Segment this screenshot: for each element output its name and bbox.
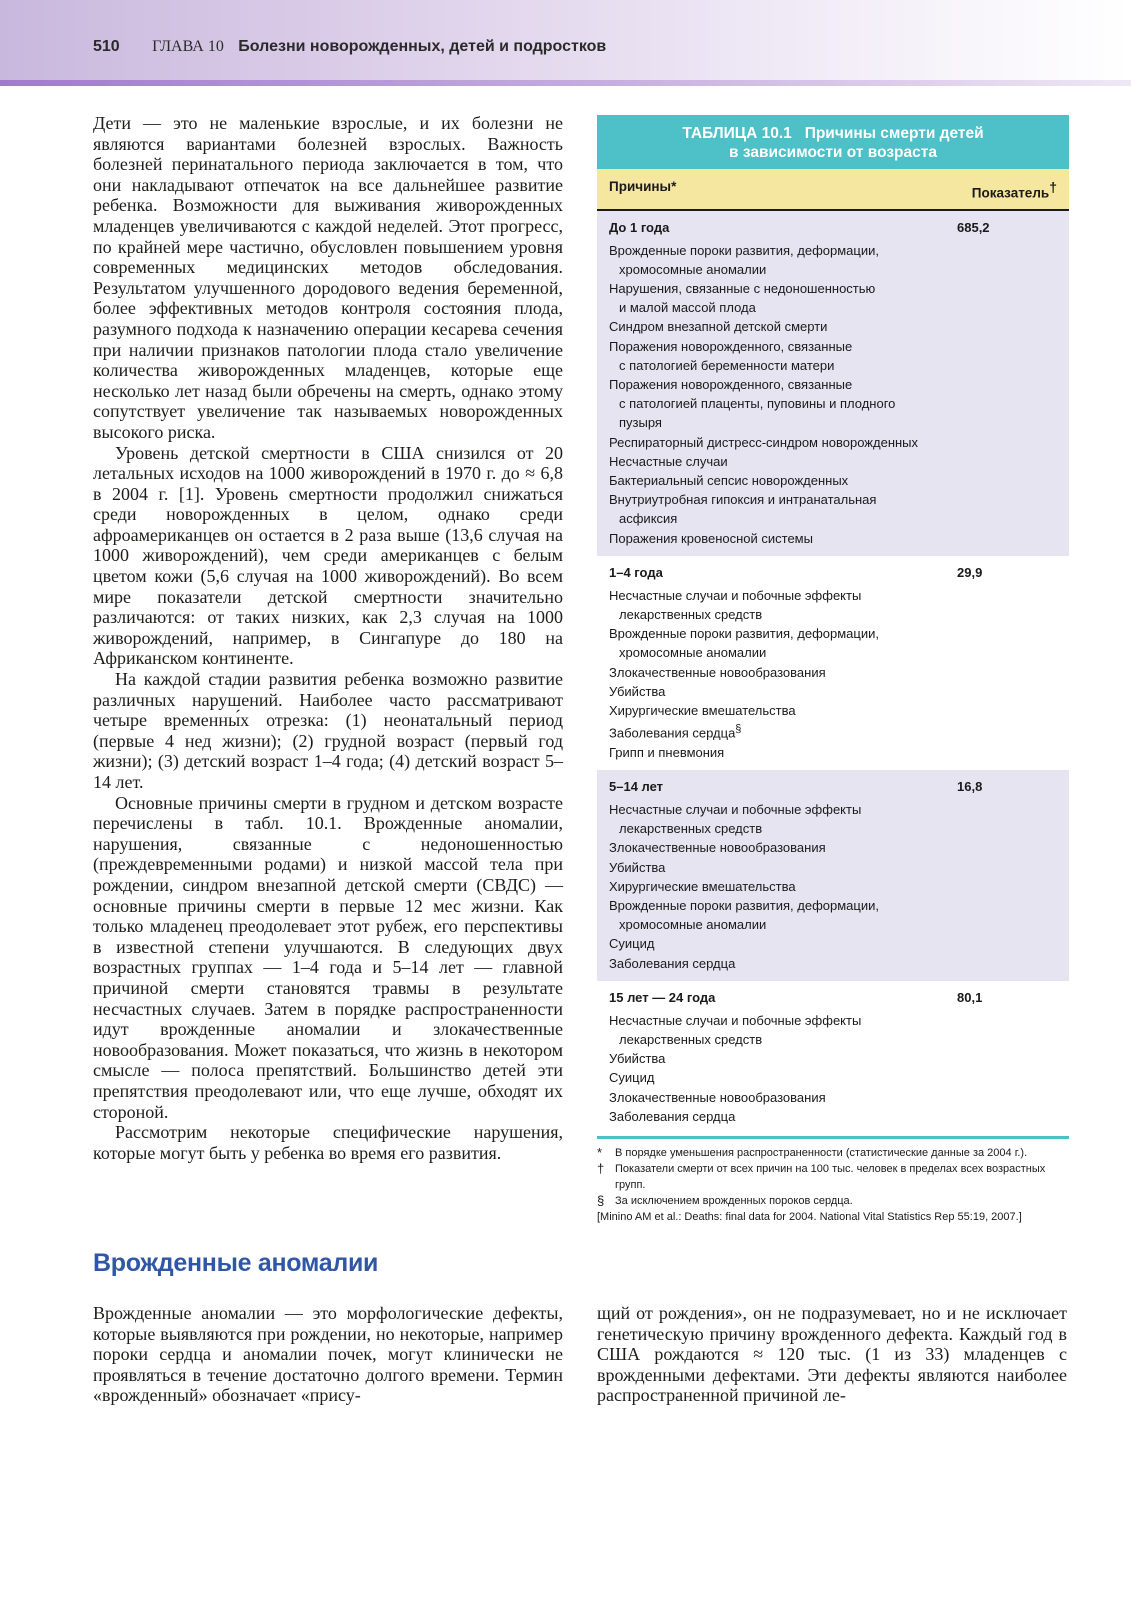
cause-line: Поражения новорожденного, связанные [609,376,853,392]
column-header-causes: Причины* [609,179,677,194]
left-column-text [93,113,563,1163]
note-text: За исключением врожденных пороков сердца. [615,1194,853,1207]
table-title-line: ТАБЛИЦА 10.1 Причины смерти детей [682,125,984,142]
table-note [597,1145,1069,1161]
cause-line: Злокачественные новообразования [609,664,826,680]
cause-item [609,1011,1057,1049]
cause-line: Злокачественные новообразования [609,840,826,856]
cause-line: Бактериальный сепсис новорожденных [609,472,849,488]
cause-line: лекарственных средств [619,606,763,622]
section-mark: § [735,723,742,736]
cause-line: с патологией беременности матери [619,357,835,373]
cause-item [609,337,1057,375]
table-10-1 [597,115,1069,1225]
age-group-header [609,990,1057,1005]
cause-line: Несчастные случаи и побочные эффекты [609,801,862,817]
column-header-rate-label: Показатель [971,185,1050,201]
cause-line: Убийства [609,859,666,875]
chapter-title: Болезни новорожденных, детей и подростков [238,38,607,55]
page-number: 510 [93,38,120,55]
table-body [597,211,1069,1134]
cause-line: Убийства [609,1051,666,1067]
table-header-row [597,169,1069,211]
cause-line: пузыря [619,415,662,431]
age-group-header [609,220,1057,235]
cause-item [609,279,1057,317]
cause-line: Несчастные случаи и побочные эффекты [609,587,862,603]
cause-line: лекарственных средств [619,1031,763,1047]
age-group-label: 1–4 года [609,564,663,580]
cause-line: и малой массой плода [619,300,756,316]
age-group [597,211,1069,556]
section-heading: Врожденные аномалии [93,1249,379,1277]
paragraph: На каждой стадии развития ребенка возможно развитие различных нарушений. Наиболее часто рассматривают четыре временны́х отрезка: (1) неонатальный период (первые 4 нед жизни); (2) грудной возраст (первый год жизни); (3) детский возраст 1–4 года; (4) детский возраст 5–14 лет. [93,669,563,792]
cause-line: Убийства [609,683,666,699]
cause-item [609,586,1057,624]
age-group-label: 5–14 лет [609,778,664,794]
note-mark: § [597,1192,605,1208]
cause-item [609,896,1057,934]
cause-item [609,490,1057,528]
cause-item [609,1049,1057,1068]
age-group-rate: 685,2 [957,219,990,235]
cause-item [609,701,1057,720]
paragraph: щий от рождения», он не подразумевает, но и не исключает генетическую причину врожденного дефекта. Каждый год в США рождаются ≈ 120 тыс. (1 из 33) младенцев с врожденными дефектами. Эти дефекты являются наиболее распространенной причиной ле- [597,1303,1067,1406]
table-note [597,1193,1069,1209]
note-mark: † [597,1160,605,1176]
chapter-label: ГЛАВА 10 [152,38,224,55]
age-group-header [609,779,1057,794]
table-title [597,115,1069,169]
age-group-rate: 80,1 [957,989,983,1005]
cause-item [609,1088,1057,1107]
cause-line: Врожденные пороки развития, деформации, [609,897,879,913]
cause-item [609,241,1057,279]
cause-line: Заболевания сердца [609,955,736,971]
cause-item [609,838,1057,857]
cause-item [609,471,1057,490]
column-header-rate [972,179,1057,201]
cause-line: лекарственных средств [619,821,763,837]
cause-item [609,375,1057,433]
cause-item [609,858,1057,877]
cause-item [609,934,1057,953]
cause-item [609,433,1057,452]
note-text: В порядке уменьшения распространенности (статистические данные за 2004 г.). [615,1146,1028,1159]
cause-item [609,663,1057,682]
cause-item [609,317,1057,336]
table-source: [Minino AM et al.: Deaths: final data for 2004. National Vital Statistics Rep 55:19, 2007.] [597,1210,1022,1223]
cause-item [609,682,1057,701]
cause-line: Грипп и пневмония [609,744,725,760]
paragraph: Основные причины смерти в грудном и детском возрасте перечислены в табл. 10.1. Врожденные аномалии, нарушения, связанные с недоношенностью (преждевременными родами) и низкой массой тела при рождении, синдром внезапной детской смерти (СВДС) — основные причины смерти в первые 12 мес жизни. Как только младенец преодолевает этот рубеж, его перспективы в известной степени улучшаются. В следующих двух возрастных группах — 1–4 года и 5–14 лет — главной причиной смерти становятся травмы в результате несчастных случаев. Затем в порядке распространенности идут врожденные аномалии и злокачественные новообразования. Может показаться, что жизнь в некотором смысле — полоса препятствий. Большинство детей эти препятствия преодолевают или, что еще лучше, обходят их стороной. [93,792,563,1122]
cause-line: Внутриутробная гипоксия и интранатальная [609,492,877,508]
cause-line: Респираторный дистресс-синдром новорожденных [609,434,919,450]
cause-item [609,1107,1057,1126]
cause-item [609,877,1057,896]
cause-line: хромосомные аномалии [619,261,767,277]
age-group-rate: 29,9 [957,564,983,580]
table-note [597,1161,1069,1193]
dagger-mark: † [1049,179,1057,195]
age-group [597,981,1069,1134]
cause-line: асфиксия [619,511,678,527]
cause-line: Врожденные пороки развития, деформации, [609,242,879,258]
age-group-header [609,565,1057,580]
cause-line: хромосомные аномалии [619,645,767,661]
cause-item [609,624,1057,662]
paragraph: Уровень детской смертности в США снизился от 20 летальных исходов на 1000 живорождений в 1970 г. до ≈ 6,8 в 2004 г. [1]. Уровень смертности продолжил снижаться среди новорожденных в целом, однако среди афроамериканцев он остается в 2 раза выше (13,6 случая на 1000 живорождений), чем среди американцев с белым цветом кожи (5,6 случая на 1000 живорождений). Во всем мире показатели детской смертности значительно различаются: от таких низких, как 2,3 случая на 1000 живорождений, например, в Сингапуре до 180 на Африканском континенте. [93,442,563,669]
table-notes [597,1145,1069,1225]
cause-item [609,954,1057,973]
paragraph: Рассмотрим некоторые специфические нарушения, которые могут быть у ребенка во время его развития. [93,1122,563,1163]
notes-list [597,1145,1069,1209]
running-header [0,0,1131,86]
cause-item [609,720,1057,743]
age-group [597,556,1069,770]
note-text: Показатели смерти от всех причин на 100 тыс. человек в пределах всех возрастных групп. [615,1162,1046,1191]
paragraph: Дети — это не маленькие взрослые, и их болезни не являются вариантами болезней взрослых. Важность болезней перинатального периода заключается в том, что они накладывают отпечаток на все дальнейшее развитие ребенка. Возможности для выживания живорожденных младенцев увеличиваются с каждой неделей. Этот прогресс, по крайней мере частично, обусловлен повышением уровня современных медицинских методов обследования. Результатом улучшенного дородового ведения беременной, более эффективных методов контроля состояния плода, разумного подхода к назначению операции кесарева сечения при наличии признаков патологии плода стало увеличение количества живорожденных младенцев, которые еще несколько лет назад были обречены на смерть, однако этому сопутствует увеличение так называемых новорожденных высокого риска. [93,113,563,442]
cause-line: Врожденные пороки развития, деформации, [609,626,879,642]
cause-line: Несчастные случаи [609,453,728,469]
age-group-rate: 16,8 [957,778,983,794]
cause-line: Синдром внезапной детской смерти [609,319,828,335]
cause-item [609,529,1057,548]
note-mark: * [597,1144,603,1160]
cause-item [609,743,1057,762]
cause-line: Суицид [609,936,655,952]
cause-item [609,1068,1057,1087]
age-group-label: 15 лет — 24 года [609,989,716,1005]
paragraph: Врожденные аномалии — это морфологические дефекты, которые выявляются при рождении, но некоторые, например пороки сердца и аномалии почек, могут клинически не проявляться в течение достаточно долгого времени. Термин «врожденный» обозначает «прису- [93,1303,563,1406]
cause-line: с патологией плаценты, пуповины и плодного [619,396,896,412]
cause-line: Заболевания сердца [609,725,736,741]
cause-line: Поражения новорожденного, связанные [609,338,853,354]
cause-item [609,800,1057,838]
cause-line: Нарушения, связанные с недоношенностью [609,280,876,296]
cause-line: хромосомные аномалии [619,917,767,933]
section-text-left [93,1303,563,1406]
cause-line: Несчастные случаи и побочные эффекты [609,1012,862,1028]
table-bottom-rule [597,1136,1069,1139]
cause-line: Хирургические вмешательства [609,878,796,894]
header-rule [0,80,1131,86]
header-text [93,38,606,56]
cause-line: Заболевания сердца [609,1108,736,1124]
cause-line: Поражения кровеносной системы [609,530,813,546]
cause-line: Хирургические вмешательства [609,702,796,718]
cause-line: Злокачественные новообразования [609,1089,826,1105]
table-title-line: в зависимости от возраста [729,144,937,161]
age-group [597,770,1069,981]
section-text-right [597,1303,1067,1406]
age-group-label: До 1 года [609,219,670,235]
cause-item [609,452,1057,471]
cause-line: Суицид [609,1070,655,1086]
